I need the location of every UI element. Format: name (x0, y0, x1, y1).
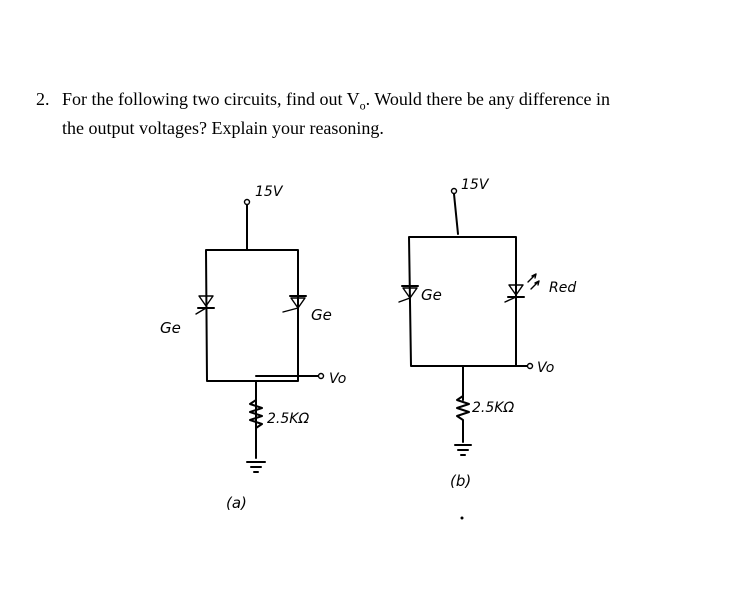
ground-b (455, 445, 471, 455)
output-label-a: Vo (329, 371, 347, 387)
diode-left-a (196, 296, 214, 314)
circuit-b (399, 177, 576, 520)
resistor-label-a: 2.5KΩ (267, 411, 310, 427)
question-text-part-2: . Would there be any difference in (365, 89, 610, 109)
ground-a (247, 462, 265, 472)
output-node-a (319, 374, 324, 379)
supply-wire-b (454, 194, 458, 234)
question-number: 2. (36, 89, 50, 109)
question-line-2: the output voltages? Explain your reasoning. (62, 117, 384, 138)
resistor-label-b: 2.5KΩ (472, 400, 515, 416)
diode-left-label-b: Ge (421, 286, 442, 304)
loop-wire-a (206, 250, 298, 381)
output-node-b (528, 364, 533, 369)
supply-label-a: 15V (255, 184, 283, 200)
subscript-o: o (359, 98, 366, 113)
caption-a: (a) (226, 494, 247, 512)
caption-b: (b) (450, 472, 472, 490)
diode-left-b (399, 286, 418, 302)
diode-left-label-a: Ge (160, 319, 181, 337)
question-text-part-1: For the following two circuits, find out V (62, 89, 360, 109)
supply-node-a (245, 200, 250, 205)
supply-node-b (452, 189, 457, 194)
diode-right-label-a: Ge (311, 306, 332, 324)
diode-right-label-b: Red (549, 280, 577, 296)
stray-dot (461, 517, 464, 520)
diode-right-a (283, 296, 306, 312)
resistor-b (457, 396, 469, 442)
supply-label-b: 15V (461, 177, 489, 193)
diode-right-b (505, 274, 539, 302)
led-arrow-icon (528, 274, 536, 282)
output-label-b: Vo (537, 360, 555, 376)
circuit-a (160, 184, 346, 512)
